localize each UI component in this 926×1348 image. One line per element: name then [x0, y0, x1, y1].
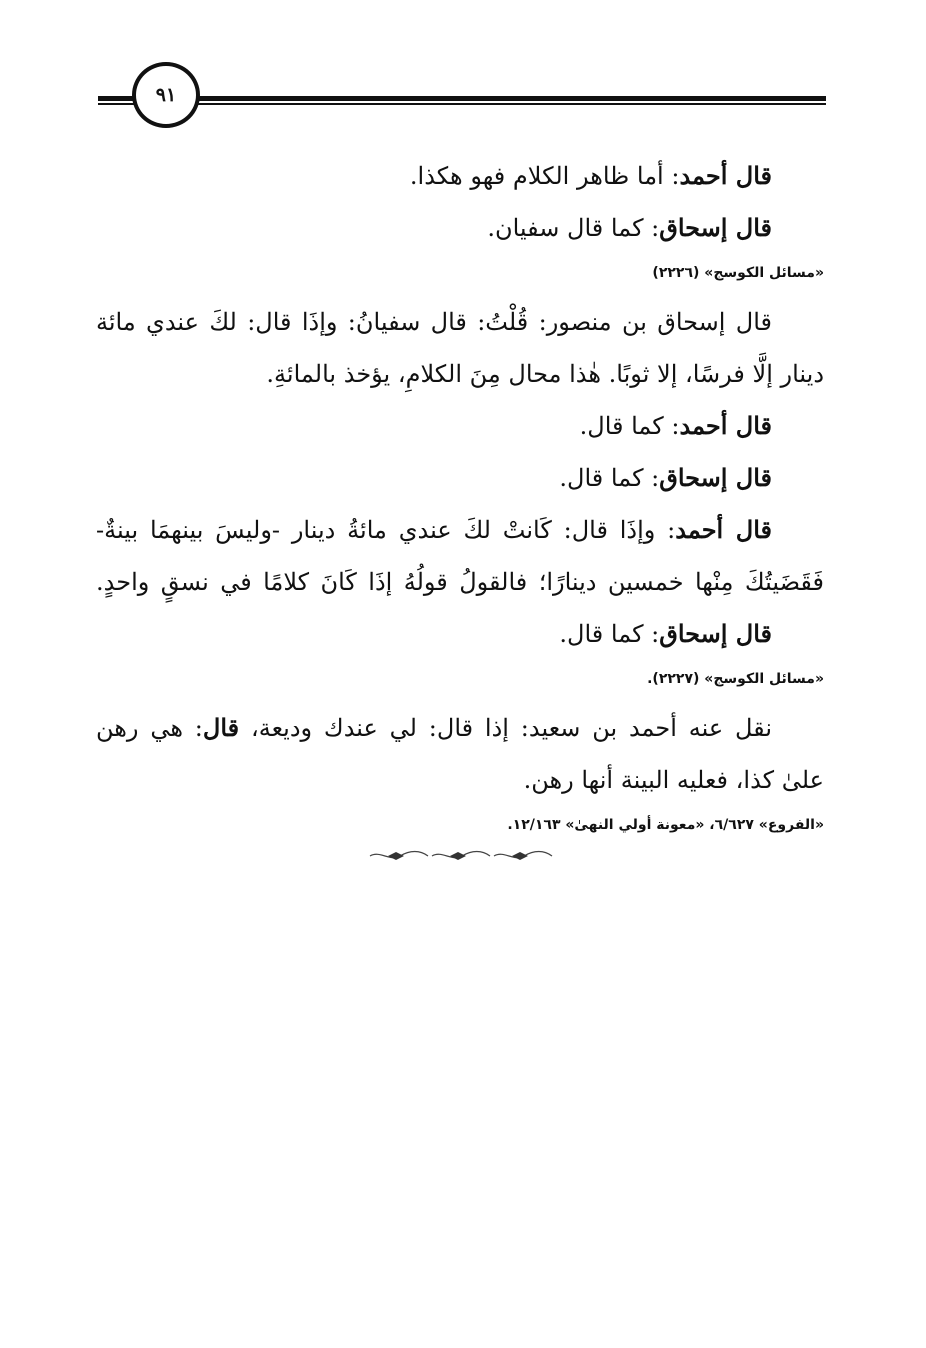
text-line — [96, 150, 824, 202]
line-text: نقل عنه أحمد بن سعيد: إذا قال: لي عندك وديعة، — [239, 714, 772, 742]
line-text: : أما ظاهر الكلام فهو هكذا. — [409, 162, 680, 190]
speaker-label: قال أحمد — [679, 411, 772, 440]
text-line: قال إسحاق بن منصور: قُلْتُ: قال سفيانُ: وإذَا قال: لكَ عندي مائة — [96, 308, 772, 336]
text-line — [96, 452, 824, 504]
text-line — [96, 202, 824, 254]
line-text: : كما قال. — [579, 412, 680, 440]
header-rule-thin — [98, 103, 826, 105]
page-number-badge — [132, 62, 200, 128]
speaker-label: قال أحمد — [679, 161, 772, 190]
text-line: دينار إلَّا فرسًا، إلا ثوبًا. هٰذا محال مِنَ الكلامِ، يؤخذ بالمائةِ. — [266, 360, 824, 388]
speaker-label: قال — [202, 713, 240, 742]
speaker-label: قال إسحاق — [659, 213, 772, 242]
speaker-label: قال أحمد — [675, 515, 772, 544]
text-line — [96, 504, 824, 556]
text-line: علىٰ كذا، فعليه البينة أنها رهن. — [523, 766, 824, 794]
speaker-label: قال إسحاق — [659, 619, 772, 648]
line-text: : كما قال سفيان. — [487, 214, 660, 242]
text-line — [96, 400, 824, 452]
speaker-label: قال إسحاق — [659, 463, 772, 492]
page-header — [98, 62, 826, 136]
ornament-divider — [366, 848, 556, 864]
source-citation: «مسائل الكوسج» (٢٢٢٦) — [652, 265, 824, 281]
page-number: ٩١ — [155, 84, 177, 106]
line-text: : وإذَا قال: كَانتْ لكَ عندي مائةُ دينار -وليسَ بينهمَا بينةٌ- — [96, 516, 676, 544]
line-text: : كما قال. — [559, 464, 660, 492]
page-body — [96, 150, 824, 842]
text-line: فَقَضَيتُكَ مِنْها خمسين دينارًا؛ فالقولُ قولُهُ إذَا كَانَ كلامًا في نسقٍ واحدٍ. — [96, 568, 825, 596]
text-line — [96, 608, 824, 660]
line-text: : هي رهن — [96, 714, 203, 742]
header-rule-thick — [98, 96, 826, 101]
line-text: : كما قال. — [559, 620, 660, 648]
text-line — [96, 702, 824, 754]
source-citation: «الفروع» ٦/٦٢٧، «معونة أولي النهىٰ» ١٢/١٦٣. — [507, 817, 824, 833]
source-citation: «مسائل الكوسج» (٢٢٢٧). — [647, 671, 824, 687]
